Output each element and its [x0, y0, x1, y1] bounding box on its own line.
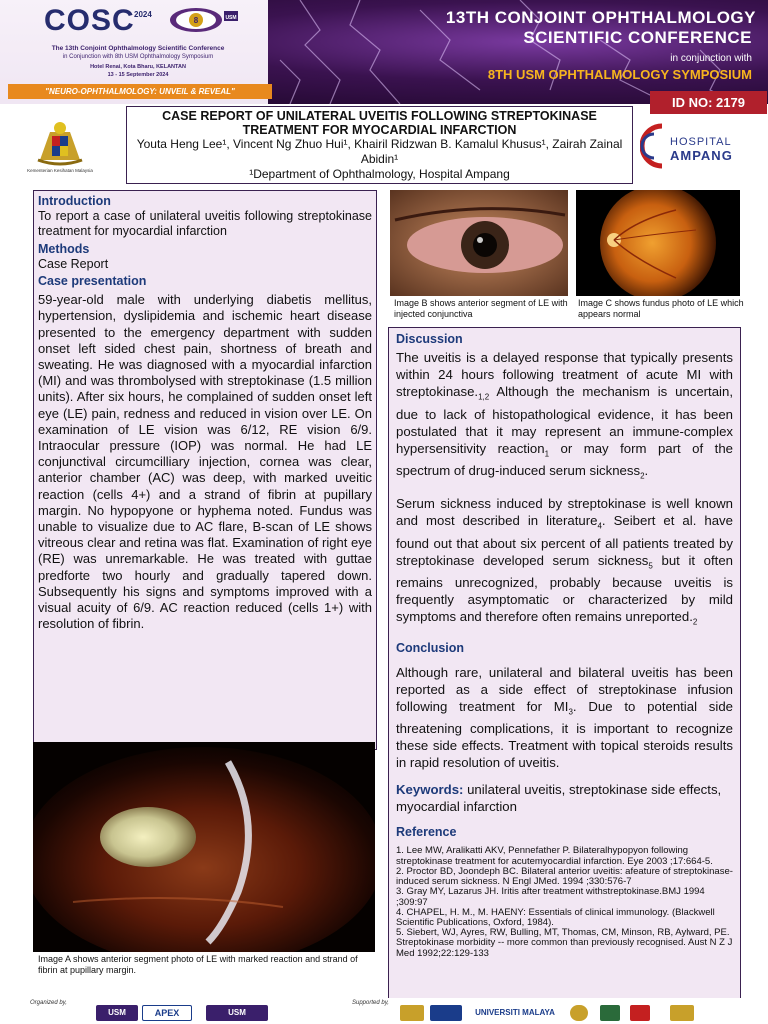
supported-by-label: Supported by,: [352, 1000, 389, 1006]
moh-label: Kementerian Kesihatan Malaysia: [27, 168, 93, 173]
case-text: 59-year-old male with underlying diabetis mellitus, hypertension, dyslipidemia and ischemic heart disease presented to the emergency department with sudden onset left sided chest pain, shortness of breath and sweating. He was diagnosed with a myocardial infarction (MI) and was thrombolysed with streptokinase (1.5 million units). After six hours, he complained of sudden onset left eye (LE) pain, redness and reduced in vision over LE. On examination of LE vision was 6/12, RE vision 6/9. Intraocular pressure (IOP) was normal. He had LE conjunctival circumcilliary injection, cornea was clear, anterior chamber (AC) was deep, with marked uveitic reaction (cells 4+) and a strand of fibrin at pupillary margin. No hypopyone or hyphema noted. Fundus was unable to visualize due to AC flare, B-scan of LE shows vitreous clear and retina was flat. Examination of right eye (RE) was unremarkable. He was treated with guttae predforte two hourly and gradually tapered down. Subsequently his signs and symptoms improved with a visual acuity of 6/9. AC reaction reduced (cells 1+) with resolution of fibrin.: [38, 292, 372, 632]
conference-conjunction: in Conjunction with 8th USM Ophthalmology Symposium: [62, 54, 214, 60]
reference-list: [396, 846, 733, 958]
affiliation: ¹Department of Ophthalmology, Hospital Ampang: [249, 167, 510, 181]
discussion-text: . Seibert et al. have found out that about six percent of all patients treated by streptokinase developed serum sickness: [396, 512, 733, 568]
introduction-text: To report a case of unilateral uveitis following streptokinase treatment for myocardial infarction: [38, 209, 372, 239]
conference-banner: [0, 0, 768, 104]
case-heading: Case presentation: [38, 274, 147, 289]
citation: 2: [640, 471, 645, 481]
keywords-text: unilateral uveitis, streptokinase side effects, myocardial infarction: [396, 782, 722, 815]
discussion-text: .: [644, 463, 649, 479]
conference-dates: 13 - 15 September 2024: [107, 72, 169, 78]
image-b-caption: Image B shows anterior segment of LE with injected conjunctiva: [394, 298, 568, 319]
reference-item: 4. CHAPEL, H. M., M. HAENY: Essentials of clinical immunology. (Blackwell Scientific Publications, Oxford, 1984).: [396, 906, 715, 928]
reference-item: 3. Gray MY, Lazarus JH. Iritis after treatment withstreptokinase.BMJ 1994 ;309:97: [396, 886, 705, 908]
left-content-panel: [33, 190, 377, 750]
hospital-word1: HOSPITAL: [670, 136, 732, 148]
conclusion-text: [396, 664, 733, 772]
discussion-text: but it often remains unrecognized, probably because uveitis is frequently asymptomatic or characterized by mild symptoms and therefore often remains unreported.: [396, 552, 734, 625]
banner-title-line1: 13TH CONJOINT OPHTHALMOLOGY: [445, 8, 756, 27]
abstract-id-badge: ID NO: 2179: [650, 91, 767, 114]
eye-logo-icon: [168, 6, 240, 34]
methods-text: Case Report: [38, 256, 109, 271]
cosc-logo-year: 2024: [134, 10, 152, 19]
malaysia-crest-icon: [30, 120, 90, 170]
citation: 3: [568, 707, 573, 717]
discussion-text: The uveitis is a delayed response that typically presents within 24 hours following treatment of acute MI with streptokinase.: [396, 350, 733, 399]
citation: 1: [544, 449, 550, 459]
reference-item: 2. Proctor BD, Joondeph BC. Bilateral anterior uveitis: afeature of streptokinase-induced serum sickness. N Engl JMed. 1994 ;330:576-7: [396, 865, 733, 888]
image-c-fundus-photo: [576, 190, 740, 296]
keywords-heading: Keywords:: [396, 782, 464, 798]
right-content-panel: [388, 327, 741, 999]
discussion-text: or may form part of the spectrum of drug-induced serum sickness: [396, 440, 733, 479]
discussion-paragraph-2: [396, 495, 733, 631]
svg-text:8: 8: [193, 16, 199, 25]
discussion-text: Serum sickness induced by streptokinase is well known and most described in literature: [396, 495, 733, 528]
conclusion-text-part: . Due to potential side threatening complications, it is important to recognize these side effects. Treatment with topical steroids results in rapid resolution of uveitis.: [396, 698, 733, 771]
reference-heading: Reference: [396, 825, 457, 840]
usm-logo: USM: [96, 1005, 138, 1021]
citation: 5: [648, 561, 653, 571]
discussion-heading: Discussion: [396, 332, 463, 346]
discussion-text: Although the mechanism is uncertain, due to lack of histopathological evidence, it has been postulated that it may represent an immune-complex hypersensitivity reaction: [396, 384, 733, 456]
reference-item: 5. Siebert, WJ, Ayres, RW, Bulling, MT, Thomas, CM, Minson, RB, Aylward, PE. Streptokinase morbidity -- more common than previously recognised. Aust N Z J Med 1992;22:129-133: [396, 927, 733, 959]
keywords: [396, 781, 733, 815]
banner-title-line2: SCIENTIFIC CONFERENCE: [523, 28, 752, 47]
conclusion-heading: Conclusion: [396, 640, 465, 655]
citation: 4: [597, 521, 602, 531]
conference-venue: Hotel Renai, Kota Bharu, KELANTAN: [90, 64, 186, 70]
reference-item: 1. Lee MW, Aralikatti AKV, Pennefather P. Bilateralhypopyon following streptokinase treatment for acutemyocardial infarction. Eye 2003 ;17:664-5.: [396, 845, 713, 867]
title-box: [126, 106, 633, 184]
image-a-caption: Image A shows anterior segment photo of LE with marked reaction and strand of fibrin at pupillary margin.: [38, 954, 358, 975]
hospital-word2: AMPANG: [670, 148, 733, 163]
image-b-eye-photo: [390, 190, 568, 296]
paper-title: CASE REPORT OF UNILATERAL UVEITIS FOLLOWING STREPTOKINASE TREATMENT FOR MYOCARDIAL INFARCTION: [162, 109, 597, 137]
authors: Youta Heng Lee¹, Vincent Ng Zhuo Hui¹, Khairil Ridzwan B. Kamalul Khusus¹, Zairah Zainal Abidin¹: [136, 137, 623, 166]
image-c-caption: Image C shows fundus photo of LE which appears normal: [578, 298, 744, 319]
conference-theme: "NEURO-OPHTHALMOLOGY: UNVEIL & REVEAL": [8, 84, 272, 99]
sponsor-crest-icon: [400, 1005, 424, 1021]
svg-text:USM: USM: [225, 15, 237, 21]
sponsor-logo-icon: [600, 1005, 620, 1021]
introduction-heading: Introduction: [38, 194, 111, 208]
sponsor-crest-icon: [670, 1005, 694, 1021]
citation: 1,2: [478, 392, 490, 402]
sponsor-logo-icon: [430, 1005, 462, 1021]
citation: 2: [692, 617, 698, 627]
universiti-malaya-logo: UNIVERSITI MALAYA: [470, 1005, 560, 1021]
sponsor-logo-icon: [630, 1005, 650, 1021]
apex-logo: APEX: [142, 1005, 192, 1021]
cosc-logo-text: COSC: [44, 4, 135, 37]
organized-by-label: Organized by,: [30, 1000, 67, 1006]
methods-heading: Methods: [38, 241, 90, 256]
banner-conjunction: in conjunction with: [670, 53, 752, 64]
hospital-ampang-logo: [640, 120, 762, 174]
banner-symposium: 8TH USM OPHTHALMOLOGY SYMPOSIUM: [487, 67, 752, 82]
usm-hospital-logo: USM: [206, 1005, 268, 1021]
discussion-paragraph-1: [396, 349, 733, 485]
conclusion-text-part: Although rare, unilateral and bilateral uveitis has been reported as a side effect of streptokinase infusion following treatment for MI: [396, 664, 733, 714]
sponsor-seal-icon: [570, 1005, 588, 1021]
image-a-anterior-segment-photo: [33, 742, 375, 952]
conference-name: The 13th Conjoint Ophthalmology Scientific Conference: [51, 45, 225, 52]
